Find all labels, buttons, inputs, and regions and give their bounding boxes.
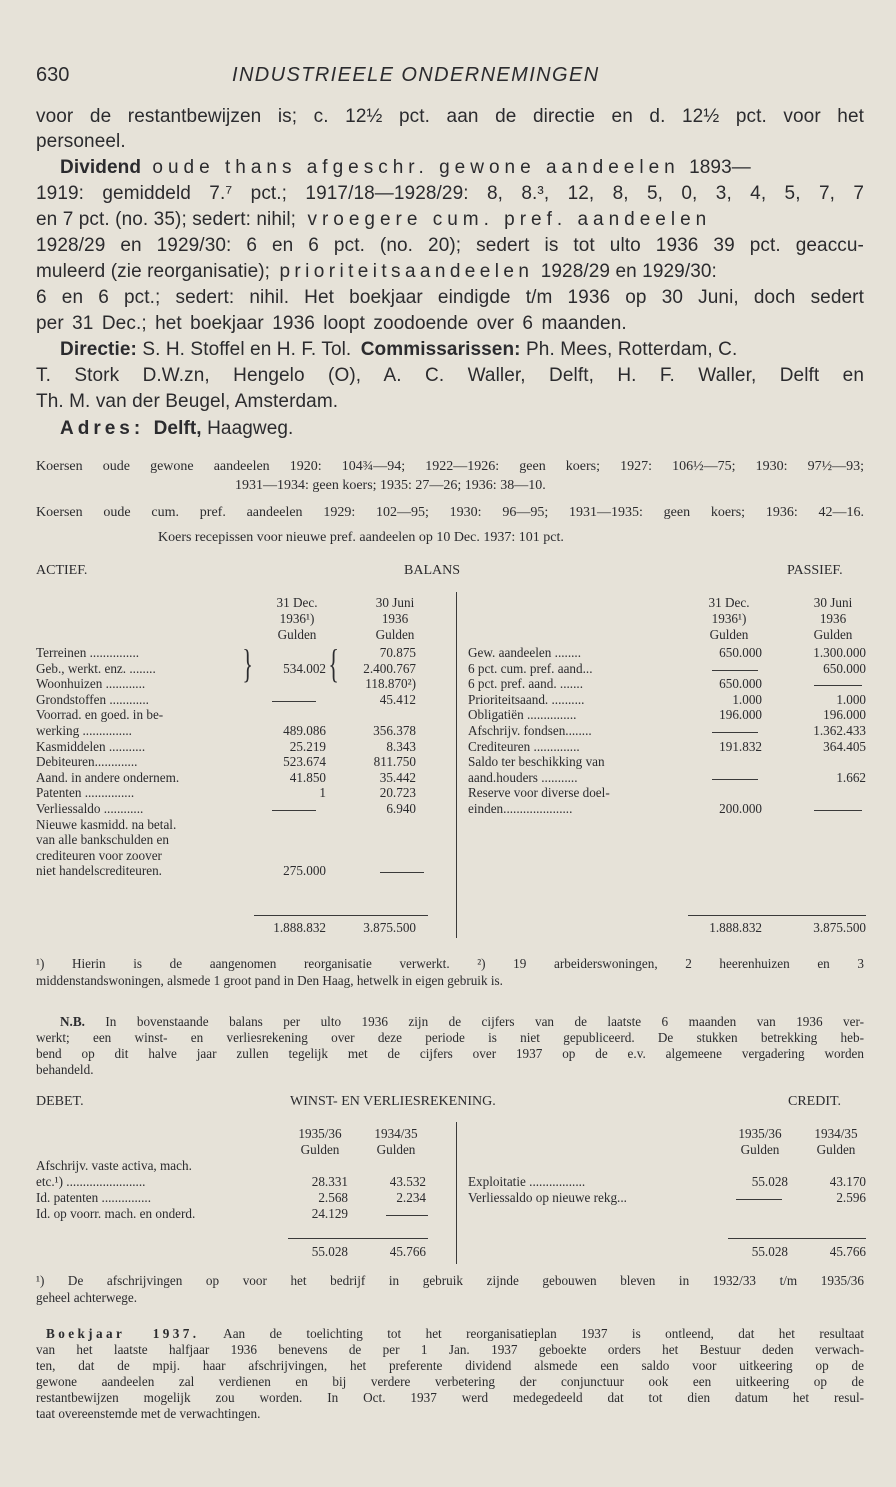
- body-span: muleerd (zie reorganisatie);: [36, 261, 271, 282]
- row-label: Debiteuren.............: [36, 754, 138, 770]
- col-header: 1934/35: [814, 1126, 858, 1141]
- boekjaar-line: van het laatste halfjaar 1936 benevens de per 1 Jan. 1937 geboekte orders het Bestuur deden verwach-: [36, 1342, 864, 1357]
- body-span: Haagweg.: [207, 418, 294, 439]
- boekjaar-line: [46, 1326, 864, 1342]
- credit-total-a: 55.028: [751, 1244, 788, 1259]
- row-label: Exploitatie .................: [468, 1174, 586, 1189]
- body-span: S. H. Stoffel en H. F. Tol.: [142, 339, 352, 360]
- nb-label: N.B.: [60, 1014, 85, 1029]
- col-header: 31 Dec.: [276, 595, 318, 610]
- value-cell: 650.000: [719, 645, 762, 660]
- adres-line: [60, 418, 293, 440]
- body-line: [36, 261, 717, 283]
- col-header: 1934/35: [374, 1126, 418, 1141]
- debet-total-a: 55.028: [311, 1244, 348, 1259]
- col-header: 30 Juni: [375, 595, 415, 610]
- row-label: Terreinen ...............: [36, 645, 140, 660]
- body-line: per 31 Dec.; het boekjaar 1936 loopt zoodoende over 6 maanden.: [36, 313, 627, 334]
- value-cell: 1.362.433: [813, 723, 866, 738]
- wv-footnote: ¹) De afschrijvingen op voor het bedrijf in gebruik zijnde gebouwen bleven in 1932/33 t/m 1935/36: [36, 1273, 864, 1288]
- body-line: 1919: gemiddeld 7.⁷ pct.; 1917/18—1928/29: 8, 8.³, 12, 8, 5, 0, 3, 4, 5, 7, 7: [36, 183, 864, 204]
- nb-line: werkt; een winst- en verliesrekening over deze periode is niet gepubliceerd. De stukken betrekking heb-: [36, 1030, 864, 1045]
- row-label: etc.¹) ........................: [36, 1174, 146, 1189]
- value-cell: 356.378: [373, 723, 416, 738]
- wv-footnote: geheel achterwege.: [36, 1290, 138, 1305]
- body-line: T. Stork D.W.zn, Hengelo (O), A. C. Waller, Delft, H. F. Waller, Delft en: [36, 365, 864, 386]
- total-rule: [254, 915, 428, 916]
- passief-title: PASSIEF.: [787, 563, 843, 578]
- col-header: 1936: [381, 611, 409, 626]
- boekjaar-line: gewone aandeelen zal verdienen en bij verdere verbetering der conjunctuur ook een uitkeering op de: [36, 1374, 864, 1389]
- boekjaar-line: ten, dat de mpij. haar afschrijvingen, het preferente dividend alsmede een saldo voor uitkeering op de: [36, 1358, 864, 1373]
- value-cell: 811.750: [373, 754, 416, 770]
- column-divider: [456, 1122, 457, 1264]
- col-header: Gulden: [300, 1142, 340, 1157]
- col-header: Gulden: [740, 1142, 780, 1157]
- body-line: Th. M. van der Beugel, Amsterdam.: [36, 391, 339, 412]
- value-cell: 35.442: [379, 769, 416, 785]
- row-label: Voorrad. en goed. in be-: [36, 707, 164, 723]
- row-label: Afschrijv. vaste activa, mach.: [36, 1158, 192, 1173]
- row-label: werking ...............: [36, 723, 132, 738]
- row-label: 6 pct. pref. aand. .......: [468, 676, 583, 692]
- empty-dash: [380, 872, 424, 873]
- value-cell: 41.850: [289, 769, 326, 785]
- value-cell: 118.870²): [365, 676, 416, 692]
- balans-footnote: ¹) Hierin is de aangenomen reorganisatie verwerkt. ²) 19 arbeiderswoningen, 2 heerenhuizen en 3: [36, 956, 864, 971]
- value-cell: 1.000: [836, 691, 866, 707]
- value-cell: 200.000: [719, 801, 762, 816]
- row-label: Gew. aandeelen ........: [468, 645, 582, 660]
- koersen-line: Koersen oude gewone aandeelen 1920: 104¾—94; 1922—1926: geen koers; 1927: 106½—75; 1930: 97½—93;: [36, 459, 864, 474]
- value-cell: 1.662: [836, 769, 866, 785]
- empty-dash: [272, 810, 316, 811]
- nb-span: In bovenstaande balans per ulto 1936 zijn de cijfers van de laatste 6 maanden van 1936 ver-: [105, 1014, 865, 1029]
- col-header: 1936: [819, 611, 847, 626]
- col-header: 1936¹): [279, 611, 315, 626]
- row-label: Id. patenten ...............: [36, 1190, 151, 1205]
- row-label: Saldo ter beschikking van: [468, 754, 605, 770]
- body-span: prioriteitsaandeelen: [279, 261, 534, 282]
- col-header: 1935/36: [738, 1126, 782, 1141]
- directie-label: Directie:: [60, 339, 137, 360]
- row-label: Verliessaldo op nieuwe rekg...: [468, 1190, 627, 1205]
- credit-title: CREDIT.: [788, 1094, 842, 1109]
- koersen-line: Koersen oude cum. pref. aandeelen 1929: 102—95; 1930: 96—95; 1931—1935: geen koers; 1936: 42—16.: [36, 505, 864, 520]
- empty-dash: [272, 701, 316, 702]
- row-label: einden.....................: [468, 801, 573, 816]
- running-title: INDUSTRIEELE ONDERNEMINGEN: [232, 64, 600, 86]
- brace-left: {: [328, 641, 339, 686]
- actief-total-b: 3.875.500: [363, 920, 416, 935]
- value-cell: 20.723: [379, 785, 416, 801]
- passief-total-b: 3.875.500: [813, 920, 866, 935]
- value-cell: 8.343: [386, 738, 416, 754]
- total-rule: [288, 1238, 428, 1239]
- value-cell: 55.028: [751, 1174, 788, 1189]
- balans-footnote: middenstandswoningen, alsmede 1 groot pand in Den Haag, hetwelk in eigen gebruik is.: [36, 973, 503, 988]
- directie-line: [60, 339, 737, 361]
- empty-dash: [814, 810, 862, 811]
- brace-right: }: [242, 641, 253, 686]
- row-label: Aand. in andere ondernem.: [36, 769, 180, 785]
- total-rule: [688, 915, 866, 916]
- row-label: Obligatiën ...............: [468, 707, 577, 723]
- value-cell: 1.300.000: [813, 645, 866, 660]
- col-header: Gulden: [813, 627, 853, 642]
- total-rule: [728, 1238, 866, 1239]
- body-span: Ph. Mees, Rotterdam, C.: [526, 339, 738, 360]
- debet-title: DEBET.: [36, 1094, 84, 1109]
- koersen-line: Koers recepissen voor nieuwe pref. aandeelen op 10 Dec. 1937: 101 pct.: [158, 530, 564, 545]
- body-line: [36, 209, 711, 231]
- value-cell: 650.000: [823, 660, 866, 676]
- value-cell: 43.532: [389, 1174, 426, 1189]
- koersen-line: 1931—1934: geen koers; 1935: 27—26; 1936: 38—10.: [235, 478, 546, 493]
- body-span: 1928/29 en 1929/30:: [540, 261, 717, 282]
- empty-dash: [712, 670, 758, 671]
- value-cell: 2.400.767: [363, 660, 416, 676]
- col-header: 30 Juni: [813, 595, 853, 610]
- col-header: Gulden: [277, 627, 317, 642]
- value-cell: 523.674: [283, 754, 326, 770]
- boekjaar-label: Boekjaar 1937.: [46, 1326, 200, 1341]
- body-span: vroegere cum. pref. aandeelen: [307, 209, 712, 230]
- col-header: Gulden: [709, 627, 749, 642]
- value-cell: 2.234: [396, 1190, 426, 1205]
- commissarissen-label: Commissarissen:: [360, 339, 521, 360]
- empty-dash: [736, 1199, 782, 1200]
- value-cell: 25.219: [289, 738, 326, 754]
- row-label: Crediteuren ..............: [468, 738, 580, 754]
- value-cell: 28.331: [311, 1174, 348, 1189]
- empty-dash: [386, 1215, 428, 1216]
- debet-total-b: 45.766: [389, 1244, 426, 1259]
- row-label: Nieuwe kasmidd. na betal.: [36, 816, 177, 832]
- body-span: en 7 pct. (no. 35); sedert: nihil;: [36, 209, 297, 230]
- value-cell: 1.000: [732, 691, 762, 707]
- value-cell: 6.940: [386, 801, 416, 816]
- balans-title: BALANS: [404, 563, 461, 578]
- value-cell: 196.000: [719, 707, 762, 723]
- row-label: niet handelscrediteuren.: [36, 863, 162, 879]
- boekjaar-span: Aan de toelichting tot het reorganisatieplan 1937 is ontleend, dat het resultaat: [223, 1326, 864, 1341]
- adres-city: Delft,: [153, 418, 202, 439]
- credit-total-b: 45.766: [829, 1244, 866, 1259]
- row-label: Verliessaldo ............: [36, 801, 144, 816]
- row-label: aand.houders ...........: [468, 769, 578, 785]
- col-header: 1936¹): [711, 611, 747, 626]
- body-line: 6 en 6 pct.; sedert: nihil. Het boekjaar eindigde t/m 1936 op 30 Juni, doch sedert: [36, 287, 864, 308]
- nb-line: [60, 1014, 864, 1030]
- page-number: 630: [36, 64, 70, 86]
- value-cell: 650.000: [719, 676, 762, 692]
- value-cell: 534.002: [283, 660, 326, 676]
- value-cell: 43.170: [829, 1174, 866, 1189]
- value-cell: 45.412: [379, 691, 416, 707]
- body-line: voor de restantbewijzen is; c. 12½ pct. aan de directie en d. 12½ pct. voor het: [36, 106, 864, 127]
- boekjaar-line: taat overeenstemde met de verwachtingen.: [36, 1406, 261, 1421]
- dividend-label: Dividend: [60, 157, 142, 178]
- value-cell: 70.875: [379, 645, 416, 660]
- col-header: 31 Dec.: [708, 595, 750, 610]
- row-label: 6 pct. cum. pref. aand...: [468, 660, 593, 676]
- nb-line: behandeld.: [36, 1062, 94, 1077]
- adres-label: Adres:: [60, 418, 145, 439]
- empty-dash: [814, 685, 862, 686]
- row-label: Afschrijv. fondsen........: [468, 723, 592, 738]
- nb-line: bend op dit halve jaar zullen tegelijk met de cijfers over 1937 op de e.v. algemeene vergadering worden: [36, 1046, 864, 1061]
- value-cell: 364.405: [823, 738, 866, 754]
- row-label: van alle bankschulden en: [36, 832, 169, 848]
- empty-dash: [712, 779, 758, 780]
- actief-total-a: 1.888.832: [273, 920, 326, 935]
- value-cell: 196.000: [823, 707, 866, 723]
- value-cell: 489.086: [283, 723, 326, 738]
- body-line: 1928/29 en 1929/30: 6 en 6 pct. (no. 20); sedert is tot ulto 1936 39 pct. geaccu-: [36, 235, 864, 256]
- row-label: Patenten ...............: [36, 785, 135, 801]
- body-span: 1893—: [689, 157, 751, 178]
- col-header: Gulden: [816, 1142, 856, 1157]
- value-cell: 2.596: [836, 1190, 866, 1205]
- row-label: Geb., werkt. enz. ........: [36, 660, 156, 676]
- row-label: Grondstoffen ............: [36, 691, 149, 707]
- value-cell: 1: [319, 785, 326, 801]
- value-cell: 2.568: [318, 1190, 348, 1205]
- boekjaar-line: restantbewijzen mogelijk zou worden. In Oct. 1937 werd medegedeeld dat tot dien datum het resul-: [36, 1390, 864, 1405]
- value-cell: 275.000: [283, 863, 326, 879]
- passief-total-a: 1.888.832: [709, 920, 762, 935]
- row-label: Id. op voorr. mach. en onderd.: [36, 1206, 196, 1221]
- dividend-line: [60, 157, 751, 179]
- wv-title: WINST- EN VERLIESREKENING.: [290, 1094, 496, 1109]
- col-header: Gulden: [376, 1142, 416, 1157]
- row-label: Kasmiddelen ...........: [36, 738, 146, 754]
- actief-title: ACTIEF.: [36, 563, 88, 578]
- empty-dash: [712, 732, 758, 733]
- value-cell: 24.129: [311, 1206, 348, 1221]
- col-header: Gulden: [375, 627, 415, 642]
- row-label: Woonhuizen ............: [36, 676, 146, 692]
- body-span: oude thans afgeschr. gewone aandeelen: [152, 157, 680, 178]
- col-header: 1935/36: [298, 1126, 342, 1141]
- body-line: personeel.: [36, 131, 126, 152]
- value-cell: 191.832: [719, 738, 762, 754]
- row-label: Prioriteitsaand. ..........: [468, 691, 585, 707]
- column-divider: [456, 592, 457, 938]
- row-label: crediteuren voor zoover: [36, 847, 162, 863]
- row-label: Reserve voor diverse doel-: [468, 785, 610, 801]
